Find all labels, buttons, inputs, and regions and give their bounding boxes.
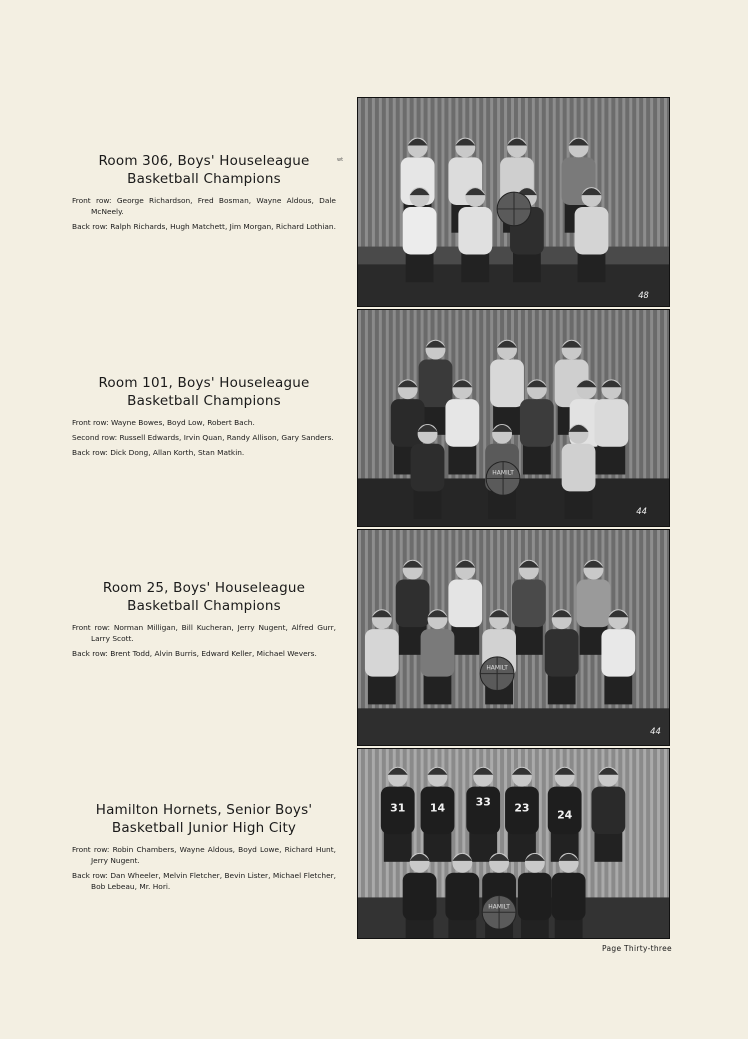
ball-text: HAMILT <box>486 664 508 672</box>
figure-body <box>594 399 628 447</box>
team-photo-image <box>358 530 669 745</box>
figure-legs <box>521 918 549 938</box>
figure-body <box>520 399 554 447</box>
front-row-names: Front row: Wayne Bowes, Boyd Low, Robert Bach. <box>72 418 255 427</box>
figure-body <box>591 787 625 834</box>
caption-hamilton-hornets <box>72 801 336 892</box>
caption-room-25 <box>72 579 336 659</box>
figure-legs <box>548 675 576 705</box>
figure-legs <box>451 625 479 655</box>
figure-legs <box>513 253 541 283</box>
caption-title: Room 306, Boys' Houseleague Basketball Champions <box>98 153 310 187</box>
ball-text: HAMILT <box>492 469 514 477</box>
figure-legs <box>555 918 583 938</box>
figure-body <box>490 360 524 408</box>
photo-mark: 44 <box>636 507 647 518</box>
team-photo-room-25 <box>357 529 670 746</box>
figure-legs <box>448 445 476 475</box>
figure-body <box>411 444 445 492</box>
basketball <box>482 895 516 929</box>
jersey-number: 31 <box>390 801 406 815</box>
team-photo-image <box>358 749 669 938</box>
figure-legs <box>597 445 625 475</box>
figure-legs <box>406 918 434 938</box>
caption-title: Hamilton Hornets, Senior Boys' Basketball Junior High City <box>95 802 313 836</box>
figure-body <box>396 580 430 628</box>
figure-body <box>545 629 579 677</box>
small-mark: wt <box>337 157 344 163</box>
figure-body <box>448 580 482 628</box>
front-row-names: Front row: George Richardson, Fred Bosman, Wayne Aldous, Dale McNeely. <box>72 196 336 216</box>
back-row-names: Back row: Brent Todd, Alvin Burris, Edward Keller, Michael Wevers. <box>72 649 317 658</box>
figure-legs <box>565 489 593 519</box>
figure-body <box>601 629 635 677</box>
caption-room-306 <box>72 152 336 232</box>
figure-legs <box>515 625 543 655</box>
back-row-names: Back row: Ralph Richards, Hugh Matchett, Jim Morgan, Richard Lothian. <box>72 222 336 231</box>
team-photo-image <box>358 310 669 526</box>
page-number: Page Thirty-three <box>602 944 672 953</box>
basketball <box>480 657 514 691</box>
figure-legs <box>414 489 442 519</box>
figure-body <box>552 873 586 920</box>
figure-body <box>518 873 552 920</box>
figure-body <box>466 787 500 834</box>
figure-legs <box>523 445 551 475</box>
photo-mark: 48 <box>638 291 649 302</box>
figure-legs <box>578 253 606 283</box>
basketball <box>486 462 520 496</box>
figure-body <box>577 580 611 628</box>
second-row-names: Second row: Russell Edwards, Irvin Quan, Randy Allison, Gary Sanders. <box>72 433 334 442</box>
figure-body <box>421 629 455 677</box>
figure-legs <box>448 918 476 938</box>
basketball <box>497 192 531 226</box>
caption-title: Room 25, Boys' Houseleague Basketball Champions <box>102 580 306 614</box>
team-photo-image <box>358 98 669 306</box>
figure-body <box>562 444 596 492</box>
back-row-names: Back row: Dan Wheeler, Melvin Fletcher, Bevin Lister, Michael Fletcher, Bob Lebeau, Mr. Hori. <box>72 871 337 891</box>
figure-body <box>575 207 609 255</box>
jersey-number: 14 <box>429 801 446 815</box>
ball-text: HAMILT <box>488 903 510 911</box>
team-photo-hamilton-hornets <box>357 748 670 939</box>
caption-room-101 <box>72 374 336 458</box>
figure-body <box>403 207 437 255</box>
figure-legs <box>594 832 622 862</box>
figure-legs <box>461 253 489 283</box>
figure-legs <box>424 675 452 705</box>
jersey-number: 23 <box>514 801 530 815</box>
figure-body <box>512 580 546 628</box>
jersey-number: 24 <box>557 808 573 822</box>
front-row-names: Front row: Robin Chambers, Wayne Aldous, Boyd Lowe, Richard Hunt, Jerry Nugent. <box>72 845 336 865</box>
team-photo-room-306 <box>357 97 670 307</box>
team-photo-room-101 <box>357 309 670 527</box>
figure-body <box>365 629 399 677</box>
back-row-names: Back row: Dick Dong, Allan Korth, Stan Matkin. <box>72 448 245 457</box>
figure-body <box>445 873 479 920</box>
figure-body <box>445 399 479 447</box>
figure-legs <box>406 253 434 283</box>
figure-body <box>419 360 453 408</box>
caption-title: Room 101, Boys' Houseleague Basketball Champions <box>98 375 310 409</box>
jersey-number: 33 <box>475 795 491 809</box>
figure-body <box>403 873 437 920</box>
front-row-names: Front row: Norman Milligan, Bill Kucheran, Jerry Nugent, Alfred Gurr, Larry Scott. <box>72 623 336 643</box>
figure-legs <box>368 675 396 705</box>
photo-mark: 44 <box>650 727 661 738</box>
figure-legs <box>384 832 412 862</box>
figure-legs <box>604 675 632 705</box>
figure-body <box>458 207 492 255</box>
